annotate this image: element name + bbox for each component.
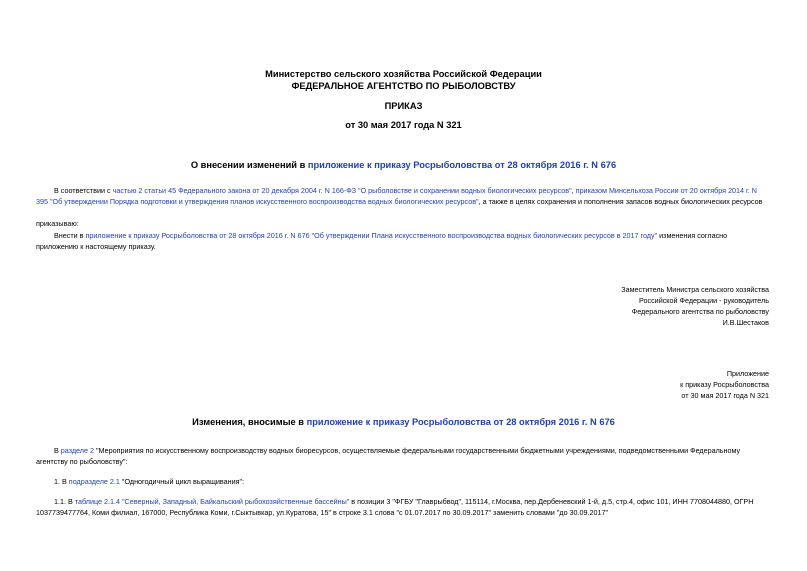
changes-title-link[interactable]: приложение к приказу Росрыболовства от 28 октября 2016 г. N 676 bbox=[306, 417, 615, 427]
minselkhoz-order-link[interactable]: приказом Минсельхоза России от 20 октября 2014 г. N bbox=[575, 186, 757, 195]
item1-text: "Одногодичный цикл выращивания": bbox=[119, 477, 245, 486]
directive-line-2: приложению к настоящему приказу. bbox=[36, 242, 156, 251]
preamble-text: , bbox=[571, 186, 576, 195]
order-date: от 30 мая 2017 года N 321 bbox=[345, 120, 462, 130]
preamble-line-2 bbox=[36, 197, 762, 208]
section2-text: "Мероприятия по искусственному воспроизводству водных биоресурсов, осуществляемые федеральными государственными бюджетными учреждениями, подведомственными Федеральному bbox=[94, 446, 741, 455]
signature-position-1: Заместитель Министра сельского хозяйства bbox=[621, 285, 769, 294]
section2-line-2: агентству по рыболовству": bbox=[36, 457, 128, 466]
item1-text: 1. В bbox=[54, 477, 69, 486]
minselkhoz-order-link-cont[interactable]: 395 "Об утверждении Порядка подготовки и утверждения планов искусственного воспроизводства водных биологических ресурсов" bbox=[36, 197, 479, 206]
agency-heading: ФЕДЕРАЛЬНОЕ АГЕНТСТВО ПО РЫБОЛОВСТВУ bbox=[291, 81, 516, 91]
item11-text: 1.1. В bbox=[54, 497, 75, 506]
title-prefix: О внесении изменений в bbox=[190, 160, 308, 170]
section2-link[interactable]: разделе 2 bbox=[60, 446, 94, 455]
ministry-heading: Министерство сельского хозяйства Российской Федерации bbox=[265, 69, 542, 79]
appendix-ref-3: от 30 мая 2017 года N 321 bbox=[681, 391, 769, 400]
federal-law-link[interactable]: частью 2 статьи 45 Федерального закона от 20 декабря 2004 г. N 166-ФЗ "О рыболовстве и сохранении водных биологических ресурсов" bbox=[112, 186, 572, 195]
item-1-1-line-1 bbox=[54, 497, 753, 508]
appendix-ref-2: к приказу Росрыболовства bbox=[680, 380, 769, 389]
item-1 bbox=[54, 477, 244, 488]
directive-line-1 bbox=[54, 231, 727, 242]
signatory-name: И.В.Шестаков bbox=[722, 318, 769, 327]
preamble-text: , а также в целях сохранения и пополнения запасов водных биологических ресурсов bbox=[478, 197, 763, 206]
title-link[interactable]: приложение к приказу Росрыболовства от 28 октября 2016 г. N 676 bbox=[307, 160, 617, 170]
signature-position-2: Российской Федерации - руководитель bbox=[639, 296, 769, 305]
document-title bbox=[0, 159, 807, 171]
changes-title-prefix: Изменения, вносимые в bbox=[192, 417, 307, 427]
item-1-1-line-2: 1037739477764, Коми филиал, 167000, Республика Коми, г.Сыктывкар, ул.Куратова, 15" в строке 3.1 слова "с 01.07.2017 по 30.09.2017" заменить словами "до 30.09.2017" bbox=[36, 508, 609, 517]
directive-text: Внести в bbox=[54, 231, 86, 240]
item11-text: в позиции 3 "ФГБУ "Главрыбвод", 115114, г.Москва, пер.Дербеневский 1-й, д.5, стр.4, офис 101, ИНН 7708044880, ОГРН bbox=[349, 497, 754, 506]
preamble-text: В соответствии с bbox=[54, 186, 113, 195]
table-2-1-4-link[interactable]: таблице 2.1.4 "Северный, Западный, Байкальский рыбохозяйственные бассейны" bbox=[74, 497, 350, 506]
changes-title bbox=[0, 416, 807, 428]
orders-word: приказываю: bbox=[36, 219, 79, 228]
preamble-line-1 bbox=[54, 186, 757, 197]
signature-position-3: Федерального агентства по рыболовству bbox=[631, 307, 769, 316]
section2-text: В bbox=[54, 446, 61, 455]
appendix-ref-1: Приложение bbox=[726, 369, 769, 378]
section2-line-1 bbox=[54, 446, 740, 457]
subsection-2-1-link[interactable]: подразделе 2.1 bbox=[68, 477, 120, 486]
doc-type-heading: ПРИКАЗ bbox=[384, 101, 423, 111]
directive-text: изменения согласно bbox=[657, 231, 728, 240]
appendix-676-link[interactable]: приложение к приказу Росрыболовства от 28 октября 2016 г. N 676 "Об утверждении Плана искусственного воспроизводства водных биологических ресурсов в 2017 году" bbox=[85, 231, 658, 240]
